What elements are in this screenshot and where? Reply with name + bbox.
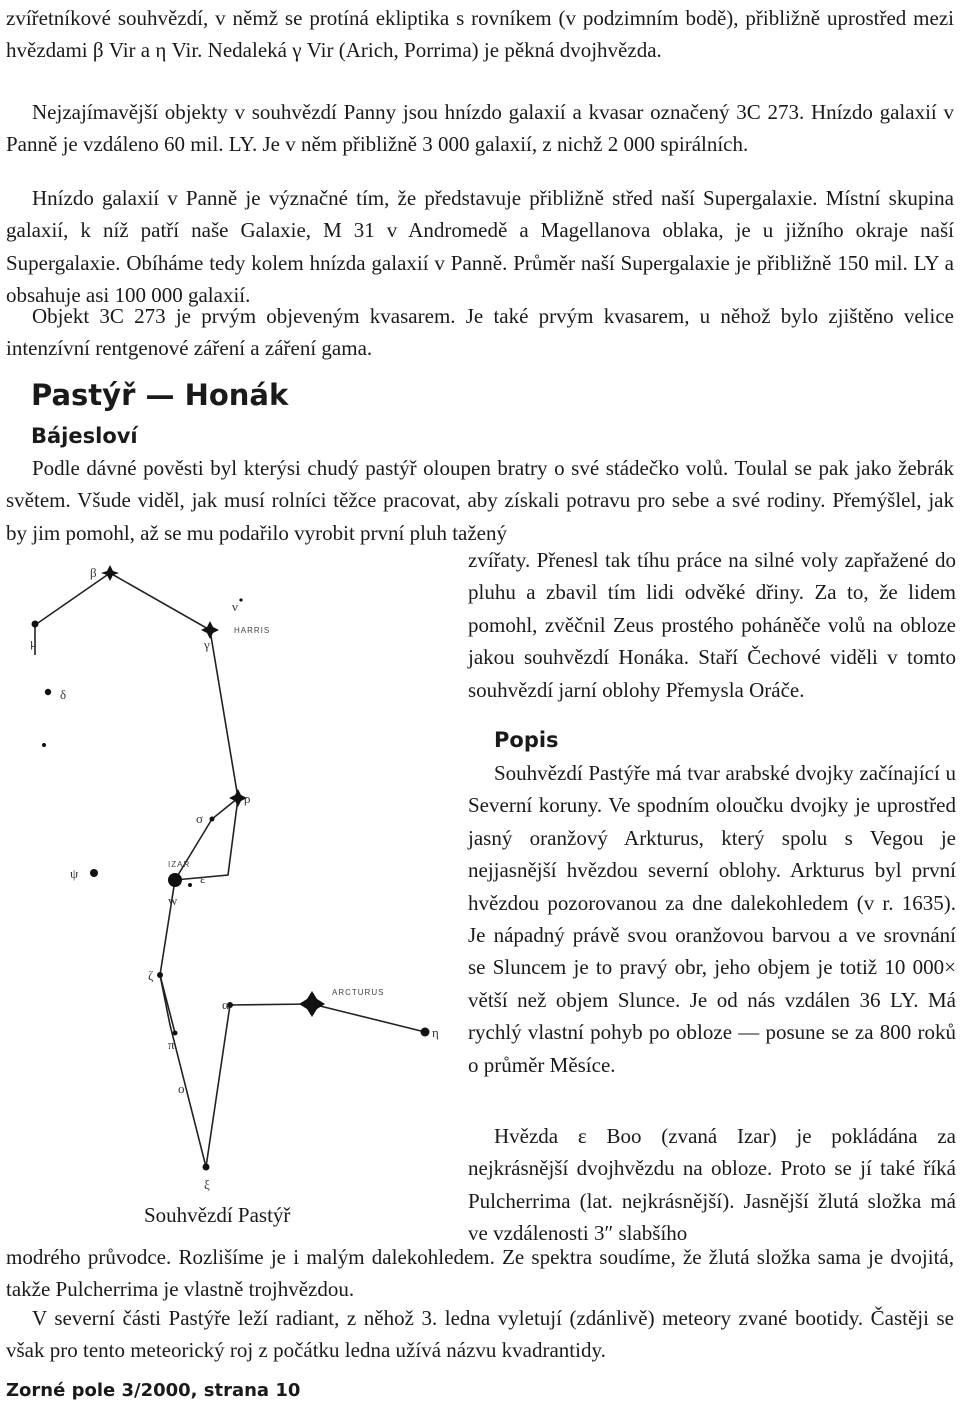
label-alpha: α bbox=[222, 997, 229, 1012]
section-title: Pastýř — Honák bbox=[31, 378, 289, 412]
label-harris: HARRIS bbox=[234, 626, 271, 635]
label-zeta: ζ bbox=[148, 968, 154, 983]
label-beta: β bbox=[90, 565, 97, 580]
bootes-star-map bbox=[0, 555, 460, 1195]
paragraph-izar: Hvězda ε Boo (zvaná Izar) je pokládána za nejkrásnější dvojhvězdu na obloze. Proto se jí také říká Pulcherrima (lat. nejkrásnější). Jasnější žlutá složka má ve vzdálenosti 3″ slabšího bbox=[468, 1124, 956, 1246]
star-eta bbox=[421, 1028, 430, 1037]
label-izar: IZAR bbox=[168, 860, 191, 869]
star-faint bbox=[42, 743, 46, 747]
star-psi bbox=[90, 869, 98, 877]
star-zeta bbox=[157, 972, 163, 978]
paragraph-meteors: V severní části Pastýře leží radiant, z něhož 3. ledna vyletují (zdánlivě) meteory zvané bootidy. Častěji se však pro tento meteorický roj z počátku ledna užívá názvu kvadrantidy. bbox=[6, 1306, 954, 1363]
label-delta: δ bbox=[60, 687, 67, 702]
line-beta-mu bbox=[35, 573, 110, 655]
paragraph-virgo-galaxies: Nejzajímavější objekty v souhvězdí Panny jsou hnízdo galaxií a kvasar označený 3C 273. Hnízdo galaxií v Panně je vzdáleno 60 mil. LY. Je v něm přibližně 3 000 galaxií, z nichž 2 000 spirálních. bbox=[6, 100, 954, 157]
paragraph-supergalaxy: Hnízdo galaxií v Panně je význačné tím, že představuje přibližně střed naší Supergalaxie. Místní skupina galaxií, k níž patří naše Galaxie, M 31 v Andromedě a Magellanova oblaka, je u jižního okraje naší Supergalaxie. Obíháme tedy kolem hnízda galaxií v Panně. Průměr naší Supergalaxie je přibližně 150 mil. LY a obsahuje asi 100 000 galaxií. bbox=[6, 186, 954, 308]
label-gamma: γ bbox=[204, 637, 210, 652]
label-eta: η bbox=[432, 1025, 439, 1040]
star-delta bbox=[45, 689, 51, 695]
figure-caption: Souhvězdí Pastýř bbox=[144, 1203, 291, 1227]
label-psi: ψ bbox=[70, 866, 79, 881]
line-zeta-pi bbox=[160, 975, 175, 1033]
label-pi: π bbox=[168, 1037, 175, 1052]
label-mu: μ bbox=[30, 635, 37, 650]
star-sigma bbox=[210, 817, 215, 822]
star-xi bbox=[203, 1164, 210, 1171]
star-nu bbox=[239, 598, 242, 601]
label-nu: ν bbox=[232, 599, 238, 614]
label-omicron: ο bbox=[178, 1081, 185, 1096]
description-heading: Popis bbox=[494, 728, 559, 752]
paragraph-quasar: Objekt 3C 273 je prvým objeveným kvasarem. Je také prvým kvasarem, u něhož bylo zjištěno velice intenzívní rentgenové záření a záření gama. bbox=[6, 304, 954, 361]
label-sigma: σ bbox=[196, 811, 204, 826]
star-izar bbox=[168, 873, 182, 887]
label-w: w bbox=[168, 893, 178, 908]
label-arcturus: ARCTURUS bbox=[332, 988, 385, 997]
star-arcturus bbox=[299, 991, 325, 1017]
section-subtitle-mythology: Bájesloví bbox=[31, 424, 138, 448]
paragraph-izar-continued: modrého průvodce. Rozlišíme je i malým dalekohledem. Ze spektra soudíme, že žlutá složka sama je dvojitá, takže Pulcherrima je vlastně trojhvězdou. bbox=[6, 1245, 954, 1302]
label-xi: ξ bbox=[204, 1177, 210, 1192]
stars bbox=[32, 565, 430, 1171]
star-labels bbox=[30, 565, 439, 1192]
line-lower-arc bbox=[206, 1004, 425, 1167]
paragraph-legend-start: Podle dávné pověsti byl kterýsi chudý pastýř oloupen bratry o své stádečko volů. Toulal se pak jako žebrák světem. Všude viděl, jak musí rolníci těžce pracovat, aby získali potravu pro sebe a své rodiny. Přemýšlel, jak by jim pomohl, až se mu podařilo vyrobit první pluh tažený bbox=[6, 456, 954, 545]
star-w bbox=[188, 883, 192, 887]
label-epsilon: ε bbox=[200, 871, 206, 886]
paragraph-legend-end: zvířaty. Přenesl tak tíhu práce na silné voly zapřažené do pluhu a zbavil tím lidi odvěké dřiny. Za to, že lidem pomohl, zvěčnil Zeus prostého poháněče volů na obloze jakou souhvězdí Honáka. Staří Čechové viděli v tomto souhvězdí jarní oblohy Přemysla Oráče. bbox=[468, 548, 956, 702]
label-rho: ρ bbox=[244, 791, 251, 806]
page-footer: Zorné pole 3/2000, strana 10 bbox=[6, 1380, 301, 1401]
star-pi bbox=[173, 1031, 178, 1036]
star-beta bbox=[101, 565, 119, 581]
paragraph-virgo-intro: zvířetníkové souhvězdí, v němž se protíná ekliptika s rovníkem (v podzimním bodě), přibližně uprostřed mezi hvězdami β Vir a η Vir. Nedaleká γ Vir (Arich, Porrima) je pěkná dvojhvězda. bbox=[6, 6, 954, 63]
paragraph-description: Souhvězdí Pastýře má tvar arabské dvojky začínající u Severní koruny. Ve spodním oloučku dvojky je uprostřed jasný oranžový Arkturus, který spolu s Vegou je nejjasnější hvězdou severní oblohy. Arkturus byl první hvězdou pozorovanou za dne dalekohledem (v r. 1635). Je nápadný právě svou oranžovou barvou a ve srovnání se Sluncem je to pravý obr, jeho objem je totiž 10 000× větší než objem Slunce. Je od nás vzdálen 36 LY. Má rychlý vlastní pohyb po obloze — posune se za 800 roků o průměr Měsíce. bbox=[468, 761, 956, 1077]
star-mu bbox=[32, 621, 39, 628]
